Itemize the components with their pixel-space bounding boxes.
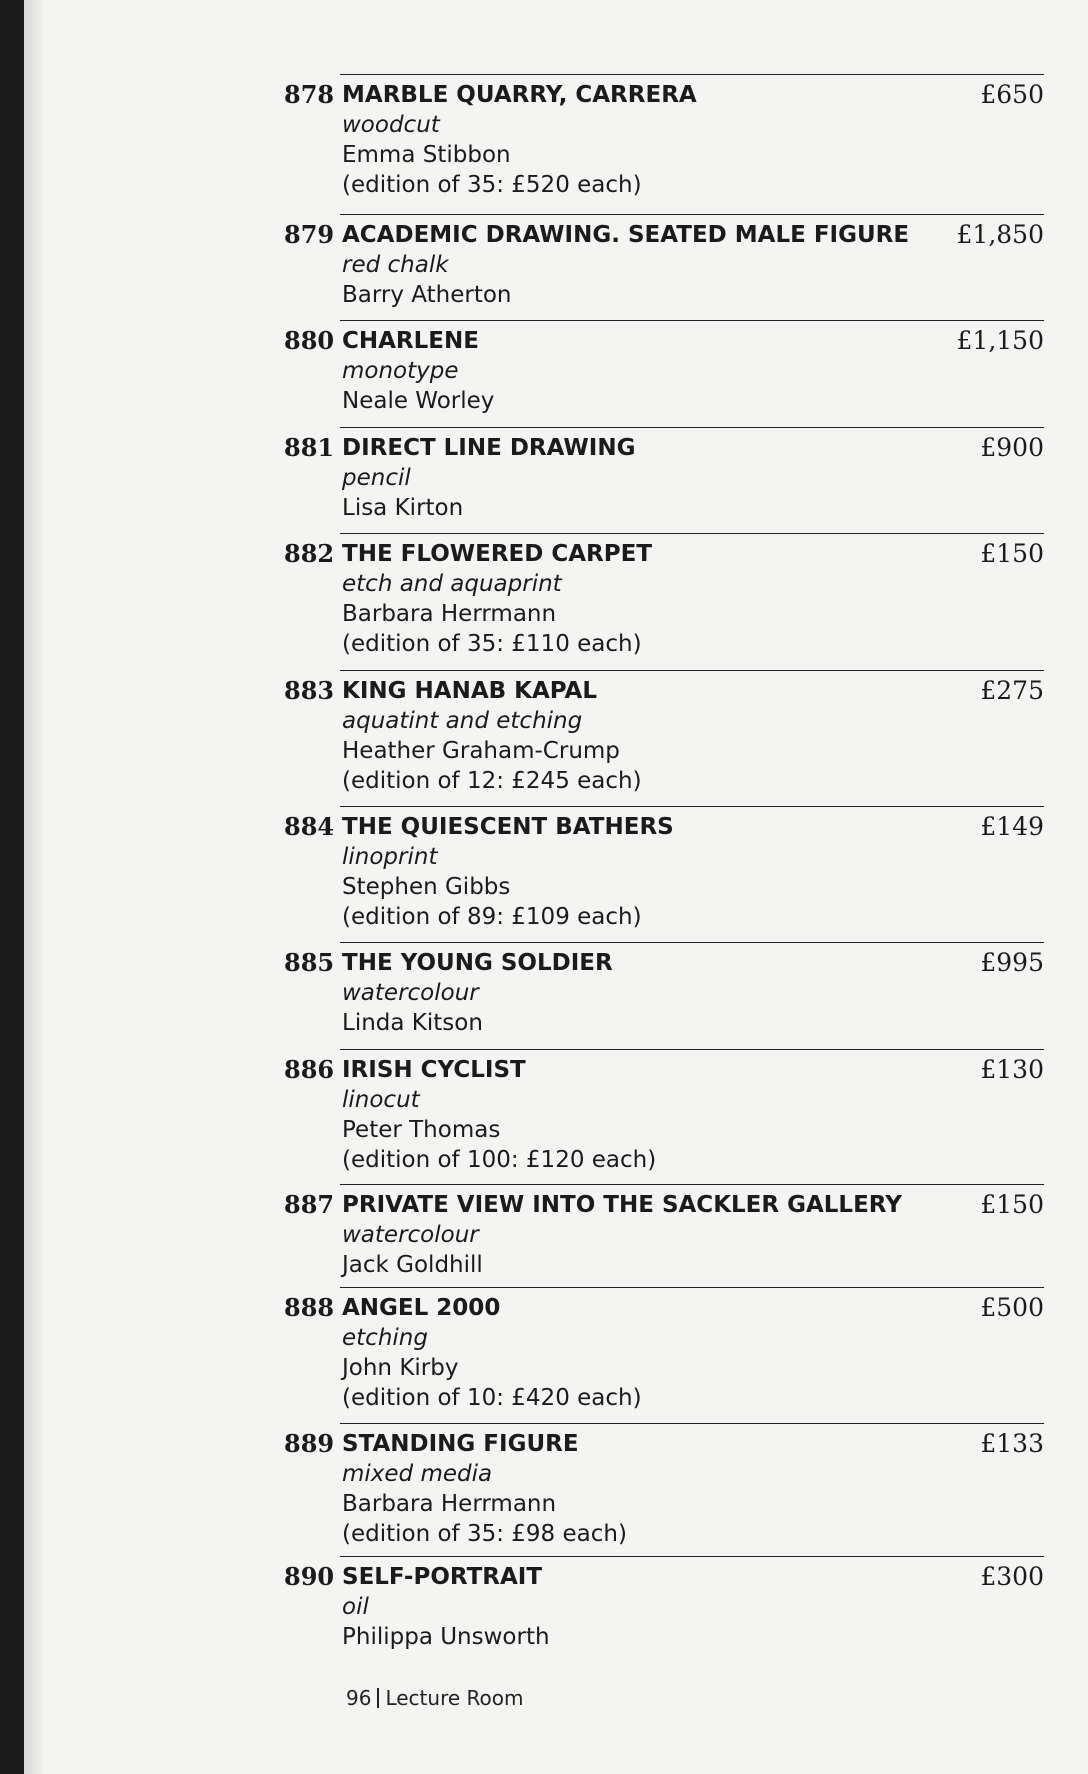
footer-separator	[377, 1688, 379, 1708]
entry-divider	[340, 942, 1044, 943]
entry-medium: oil	[342, 1594, 369, 1620]
entry-title: KING HANAB KAPAL	[342, 678, 597, 704]
entry-title: THE FLOWERED CARPET	[342, 541, 653, 567]
entry-medium: red chalk	[342, 252, 449, 278]
entry-price: £133	[980, 1429, 1044, 1458]
entry-number: 887	[284, 1190, 335, 1219]
entry-medium: watercolour	[342, 1222, 479, 1248]
entry-divider	[340, 1287, 1044, 1288]
entry-number: 885	[284, 948, 335, 977]
entry-divider	[340, 670, 1044, 671]
entry-price: £1,150	[956, 326, 1044, 355]
entry-price: £150	[980, 539, 1044, 568]
page-number: 96	[346, 1686, 372, 1710]
entry-number: 889	[284, 1429, 335, 1458]
entry-artist: Emma Stibbon	[342, 142, 511, 168]
entry-edition: (edition of 10: £420 each)	[342, 1385, 642, 1411]
entry-number: 882	[284, 539, 335, 568]
entry-artist: Linda Kitson	[342, 1010, 483, 1036]
entry-artist: Barbara Herrmann	[342, 1491, 557, 1517]
entry-price: £130	[980, 1055, 1044, 1084]
entry-edition: (edition of 35: £520 each)	[342, 172, 642, 198]
entry-edition: (edition of 89: £109 each)	[342, 904, 642, 930]
entry-title: ACADEMIC DRAWING. SEATED MALE FIGURE	[342, 222, 910, 248]
entry-title: CHARLENE	[342, 328, 479, 354]
entry-title: THE YOUNG SOLDIER	[342, 950, 613, 976]
entry-artist: Lisa Kirton	[342, 495, 464, 521]
entry-title: THE QUIESCENT BATHERS	[342, 814, 674, 840]
page-footer	[346, 1686, 523, 1710]
entry-price: £500	[980, 1293, 1044, 1322]
entry-title: IRISH CYCLIST	[342, 1057, 526, 1083]
entry-divider	[340, 1184, 1044, 1185]
entry-price: £300	[980, 1562, 1044, 1591]
entry-medium: linocut	[342, 1087, 420, 1113]
entry-artist: Philippa Unsworth	[342, 1624, 550, 1650]
entry-title: STANDING FIGURE	[342, 1431, 579, 1457]
entry-title: SELF-PORTRAIT	[342, 1564, 543, 1590]
entry-title: MARBLE QUARRY, CARRERA	[342, 82, 697, 108]
entry-price: £275	[980, 676, 1044, 705]
section-name: Lecture Room	[385, 1686, 524, 1710]
entry-divider	[340, 320, 1044, 321]
entry-edition: (edition of 35: £98 each)	[342, 1521, 627, 1547]
entry-number: 886	[284, 1055, 335, 1084]
entry-price: £900	[980, 433, 1044, 462]
entry-divider	[340, 1423, 1044, 1424]
entry-price: £1,850	[956, 220, 1044, 249]
entry-medium: monotype	[342, 358, 459, 384]
entry-edition: (edition of 100: £120 each)	[342, 1147, 657, 1173]
entry-number: 878	[284, 80, 335, 109]
entry-divider	[340, 1049, 1044, 1050]
entry-medium: linoprint	[342, 844, 438, 870]
entry-number: 879	[284, 220, 335, 249]
entry-edition: (edition of 12: £245 each)	[342, 768, 642, 794]
entry-price: £150	[980, 1190, 1044, 1219]
entry-divider	[340, 533, 1044, 534]
entry-edition: (edition of 35: £110 each)	[342, 631, 642, 657]
entry-price: £995	[980, 948, 1044, 977]
entry-artist: Jack Goldhill	[342, 1252, 483, 1278]
entry-divider	[340, 806, 1044, 807]
entry-number: 883	[284, 676, 335, 705]
entry-title: DIRECT LINE DRAWING	[342, 435, 636, 461]
entry-medium: mixed media	[342, 1461, 493, 1487]
entry-number: 890	[284, 1562, 335, 1591]
entry-artist: John Kirby	[342, 1355, 459, 1381]
entry-title: ANGEL 2000	[342, 1295, 501, 1321]
entry-divider	[340, 427, 1044, 428]
entry-number: 884	[284, 812, 335, 841]
entry-number: 888	[284, 1293, 335, 1322]
entry-artist: Neale Worley	[342, 388, 495, 414]
entry-artist: Barry Atherton	[342, 282, 512, 308]
entry-artist: Heather Graham-Crump	[342, 738, 620, 764]
entry-artist: Peter Thomas	[342, 1117, 501, 1143]
entry-medium: aquatint and etching	[342, 708, 583, 734]
entry-divider	[340, 1556, 1044, 1557]
entry-price: £149	[980, 812, 1044, 841]
entry-artist: Stephen Gibbs	[342, 874, 511, 900]
entry-medium: etching	[342, 1325, 428, 1351]
entry-number: 880	[284, 326, 335, 355]
entry-medium: watercolour	[342, 980, 479, 1006]
entry-medium: woodcut	[342, 112, 440, 138]
entry-price: £650	[980, 80, 1044, 109]
entry-number: 881	[284, 433, 335, 462]
entry-title: PRIVATE VIEW INTO THE SACKLER GALLERY	[342, 1192, 902, 1218]
entry-medium: pencil	[342, 465, 411, 491]
entry-divider	[340, 74, 1044, 75]
entry-artist: Barbara Herrmann	[342, 601, 557, 627]
entry-medium: etch and aquaprint	[342, 571, 562, 597]
entry-divider	[340, 214, 1044, 215]
